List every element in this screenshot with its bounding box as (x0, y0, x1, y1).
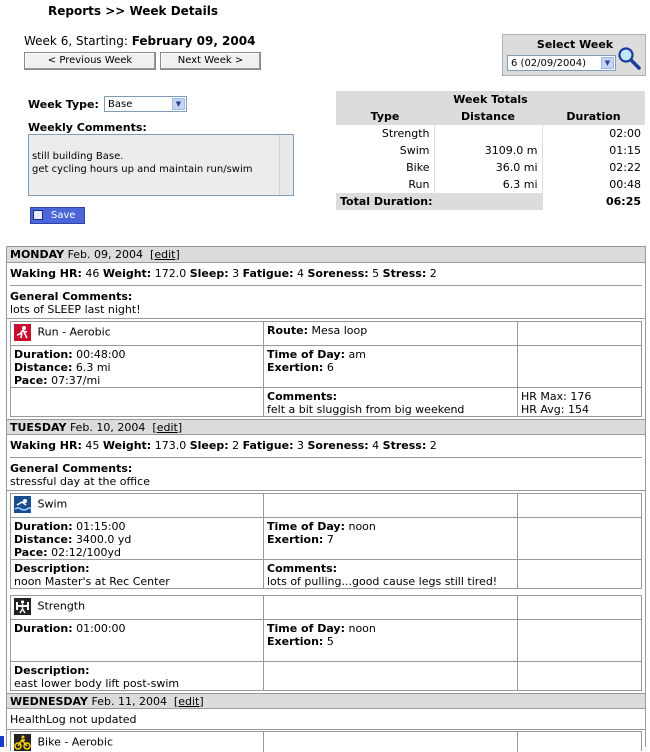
chevron-down-icon[interactable]: ▼ (172, 98, 185, 110)
week-type-label: Week Type: (28, 98, 99, 111)
daily-log (6, 246, 646, 747)
col-type: Type (336, 108, 434, 125)
col-distance: Distance (434, 108, 542, 125)
healthlog-status: HealthLog not updated (10, 713, 137, 726)
bike-icon (14, 734, 31, 751)
day-header-monday: MONDAY Feb. 09, 2004 [edit] (7, 247, 645, 263)
total-duration-value: 06:25 (542, 193, 645, 210)
floppy-disk-icon (33, 210, 43, 220)
day-header-wednesday: WEDNESDAY Feb. 11, 2004 [edit] (7, 693, 645, 709)
divider (10, 457, 642, 458)
chevron-down-icon[interactable]: ▼ (601, 57, 614, 69)
select-week-label: Select Week (536, 38, 614, 51)
day-header-tuesday: TUESDAY Feb. 10, 2004 [edit] (7, 419, 645, 435)
select-week-value: 6 (02/09/2004) (511, 58, 586, 69)
general-comments: General Comments: lots of SLEEP last night! (10, 290, 141, 316)
divider (7, 729, 645, 730)
divider (7, 490, 645, 491)
week-type-value: Base (108, 99, 133, 110)
textarea-scrollbar[interactable] (279, 135, 293, 195)
general-comments: General Comments: stressful day at the office (10, 462, 150, 488)
week-prefix: Week 6, Starting: (24, 34, 128, 48)
weekly-comments-text: still building Base. get cycling hours up and maintain run/swim (32, 151, 253, 175)
daily-metrics: Waking HR: 46 Weight: 172.0 Sleep: 3 Fatigue: 4 Soreness: 5 Stress: 2 (10, 267, 437, 280)
select-week-dropdown[interactable] (507, 55, 616, 71)
week-heading (24, 34, 255, 48)
swim-icon (14, 496, 31, 513)
edit-link[interactable]: edit (156, 421, 178, 434)
col-duration: Duration (542, 108, 645, 125)
save-label: Save (51, 210, 76, 221)
week-type-dropdown[interactable] (104, 96, 187, 112)
previous-week-button[interactable]: < Previous Week (24, 52, 156, 70)
activity-bike (10, 731, 642, 751)
breadcrumb: Reports >> Week Details (48, 4, 219, 18)
page-edge-marker (0, 736, 4, 747)
week-totals-table (336, 91, 645, 210)
daily-metrics: Waking HR: 45 Weight: 173.0 Sleep: 2 Fatigue: 3 Soreness: 4 Stress: 2 (10, 439, 437, 452)
search-magnifier-icon[interactable] (616, 46, 642, 72)
next-week-button[interactable]: Next Week > (160, 52, 261, 70)
total-duration-label: Total Duration: (336, 193, 542, 210)
activity-title: Swim (37, 497, 68, 511)
activity-title: Run - Aerobic (37, 325, 111, 339)
week-start-date: February 09, 2004 (131, 34, 256, 48)
weekly-comments-label: Weekly Comments: (28, 121, 147, 134)
activity-title: Bike - Aerobic (37, 735, 114, 749)
table-row: Strength 02:00 (336, 125, 645, 142)
week-totals-title: Week Totals (336, 91, 645, 108)
divider (7, 318, 645, 319)
activity-title: Strength (37, 599, 86, 613)
table-row: Swim 3109.0 m 01:15 (336, 142, 645, 159)
weekly-comments-textarea[interactable] (28, 134, 294, 196)
divider (10, 285, 642, 286)
edit-link[interactable]: edit (154, 248, 176, 261)
activity-run: Run - Aerobic Route: Mesa loop Duration: 00:48:00 Distance: 6.3 mi Pace: 07:37/mi Time of Day: am Exertion: 6 Comments: felt a bit sluggish from big weekend HR Max: 176 HR Avg: 154 (10, 321, 642, 417)
run-icon (14, 324, 31, 341)
table-row: Run 6.3 mi 00:48 (336, 176, 645, 193)
table-row: Bike 36.0 mi 02:22 (336, 159, 645, 176)
strength-icon (14, 598, 31, 615)
edit-link[interactable]: edit (178, 695, 200, 708)
activity-swim: Swim Duration: 01:15:00 Distance: 3400.0 yd Pace: 02:12/100yd Time of Day: noon Exertion: 7 Description: noon Master's at Rec Center Comments: lots of pulling...good cause legs still tired! (10, 493, 642, 589)
save-button[interactable] (30, 207, 85, 224)
activity-strength: Strength Duration: 01:00:00 Time of Day: noon Exertion: 5 Description: east lower body lift post-swim (10, 595, 642, 691)
